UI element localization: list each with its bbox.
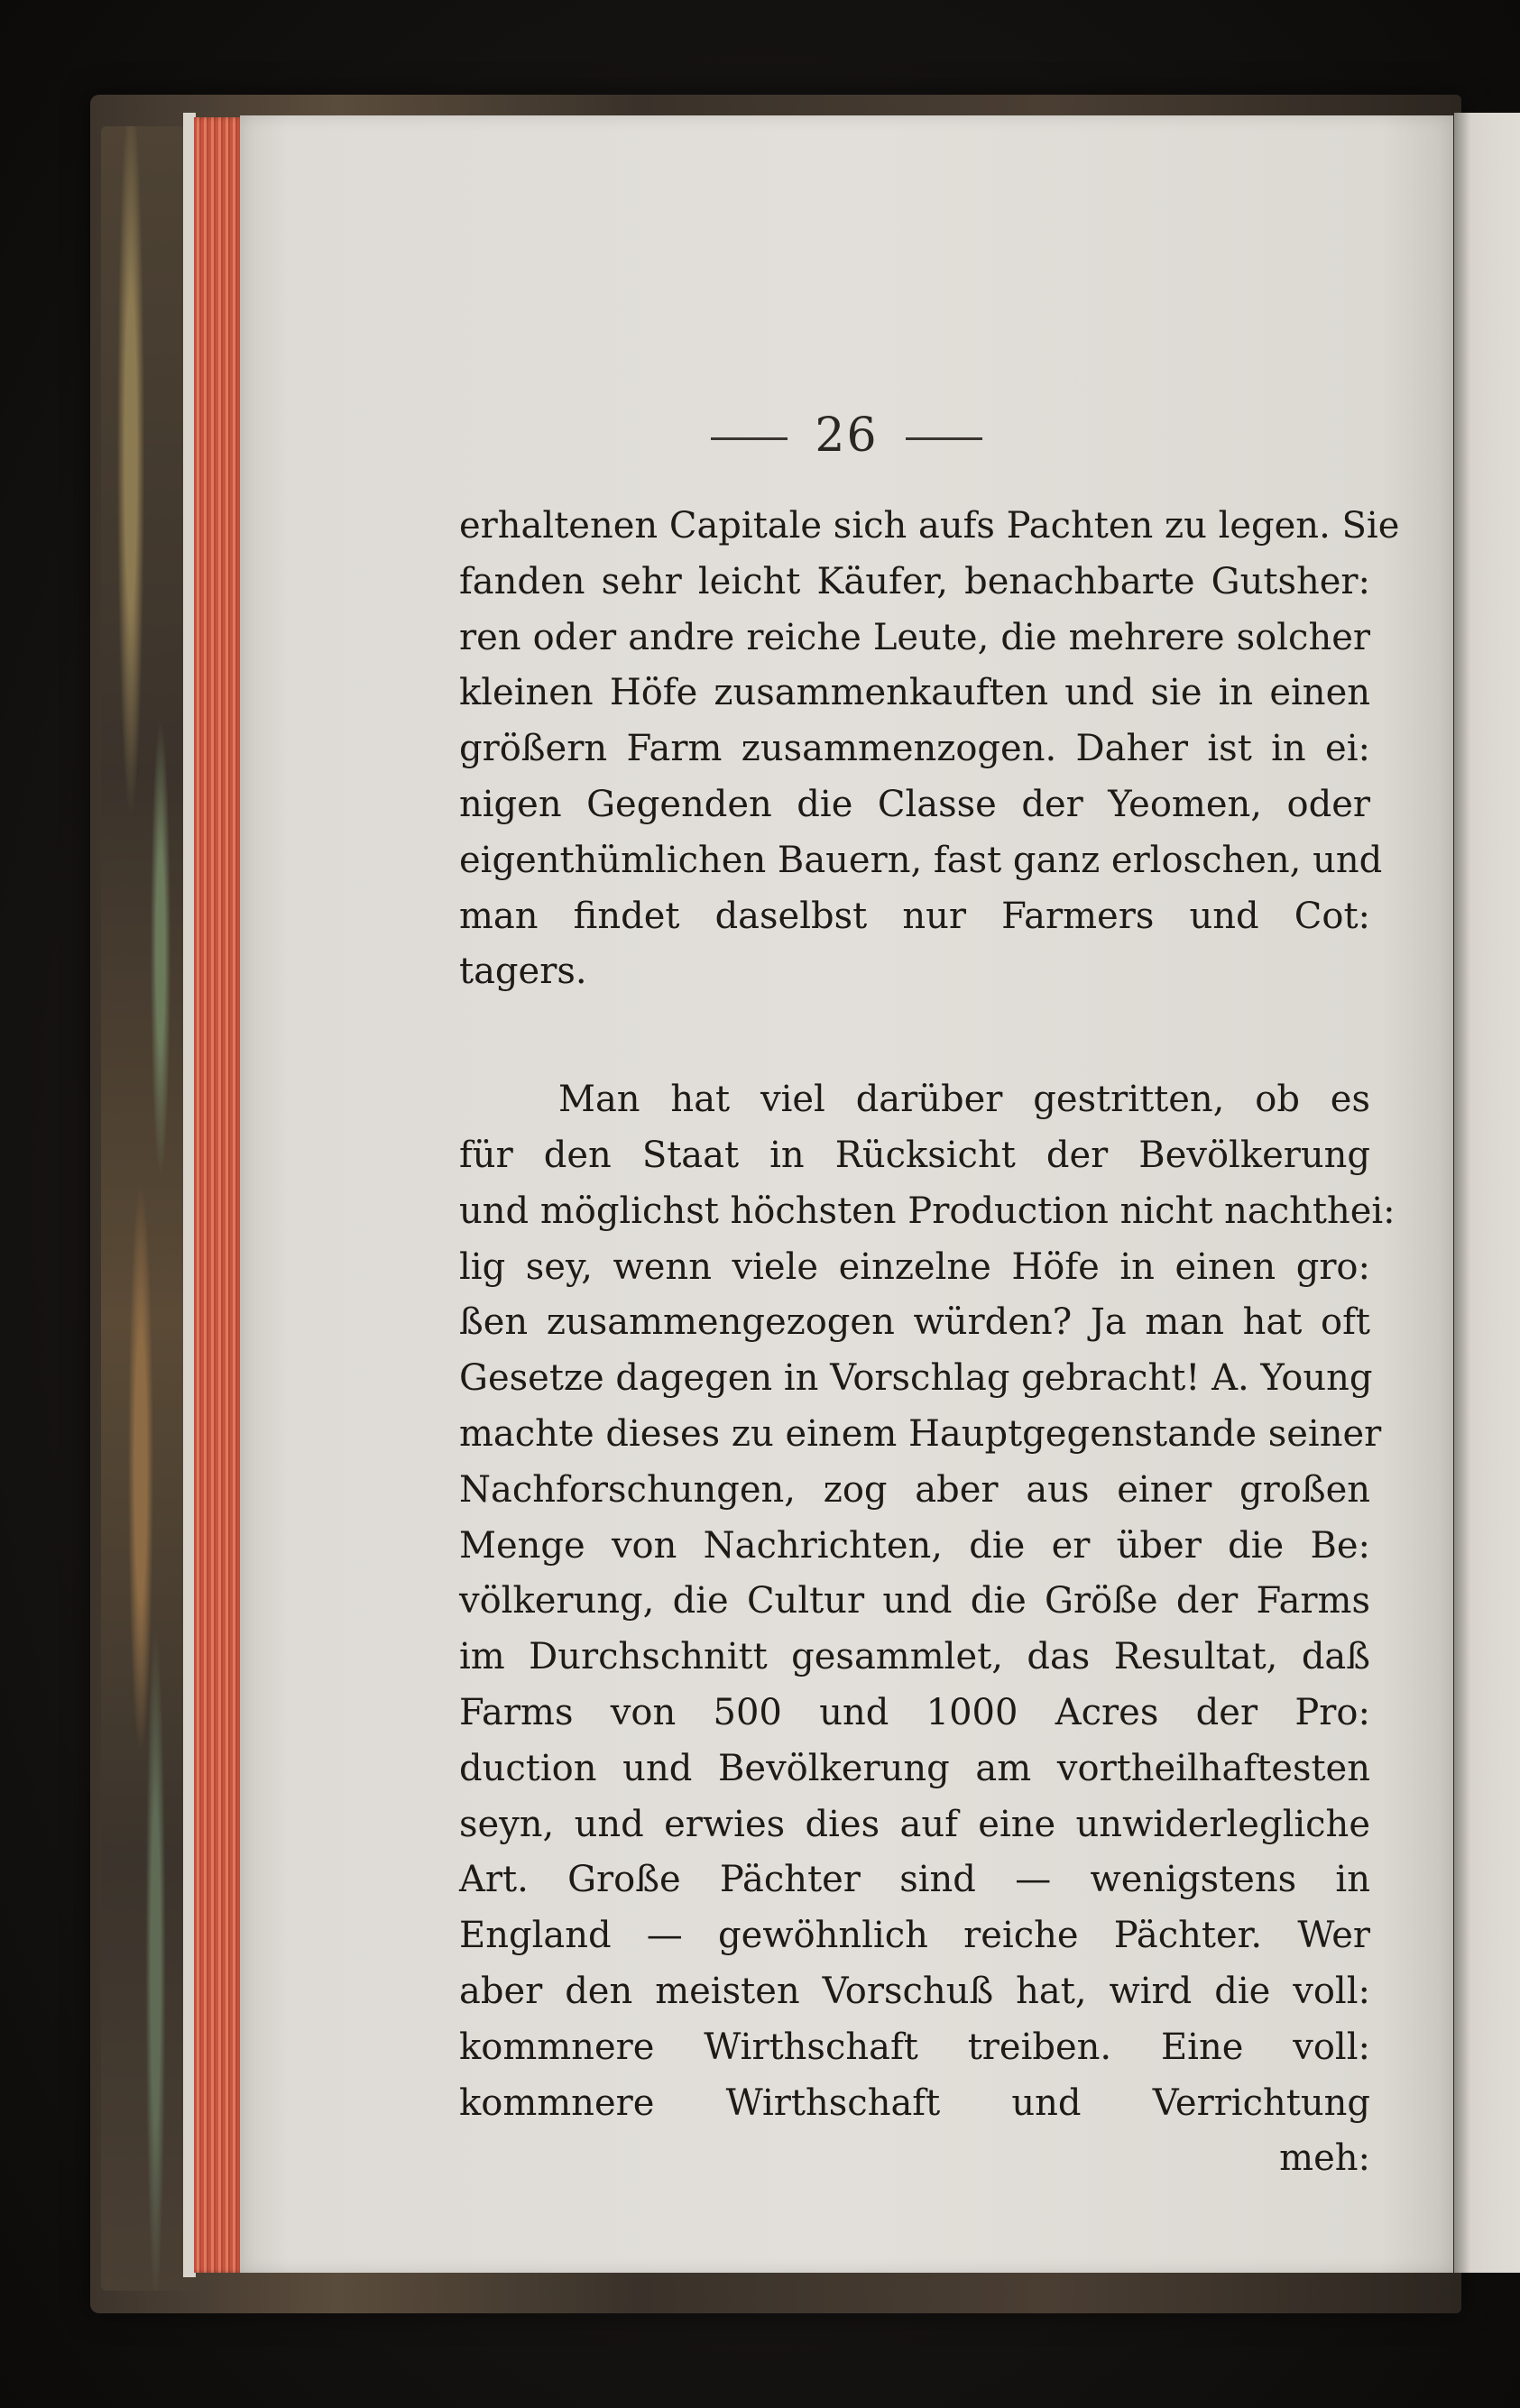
text-line: England — gewöhnlich reiche Pächter. Wer (459, 1915, 1370, 1957)
text-line: Art. Große Pächter sind — wenigstens in (459, 1859, 1370, 1901)
text-line: und möglichst höchsten Production nicht nachthei: (459, 1190, 1396, 1232)
text-line: für den Staat in Rücksicht der Bevölkerung (459, 1134, 1370, 1176)
text-line: kommnere Wirthschaft und Verrichtung (459, 2082, 1370, 2124)
text-line: ßen zusammengezogen würden? Ja man hat oft (459, 1301, 1370, 1344)
text-line: größern Farm zusammenzogen. Daher ist in ei: (459, 728, 1370, 770)
header-dash-left (711, 437, 788, 440)
red-page-edges (194, 117, 244, 2273)
text-line: man findet daselbst nur Farmers und Cot: (459, 895, 1370, 937)
text-line: erhaltenen Capitale sich aufs Pachten zu legen. Sie (459, 505, 1400, 547)
text-line: kleinen Höfe zusammenkauften und sie in einen (459, 672, 1370, 714)
text-line: machte dieses zu einem Hauptgegenstande seiner (459, 1412, 1382, 1455)
text-line: nigen Gegenden die Classe der Yeomen, oder (459, 783, 1370, 825)
text-line: völkerung, die Cultur und die Größe der Farms (459, 1580, 1370, 1622)
paragraph-2 (459, 1072, 1396, 2131)
text-line: kommnere Wirthschaft treiben. Eine voll: (459, 2026, 1370, 2068)
book-page (240, 115, 1453, 2273)
page-body (459, 499, 1400, 2187)
text-line: Menge von Nachrichten, die er über die Be: (459, 1524, 1370, 1567)
text-line: Man hat viel darüber gestritten, ob es (558, 1079, 1370, 1121)
text-line: fanden sehr leicht Käufer, benachbarte Gutsher: (459, 560, 1370, 602)
text-line: eigenthümlichen Bauern, fast ganz erloschen, und (459, 839, 1383, 881)
text-line: aber den meisten Vorschuß hat, wird die voll: (459, 1970, 1370, 2012)
page-header (240, 409, 1453, 463)
text-line: Gesetze dagegen in Vorschlag gebracht! A. Young (459, 1357, 1373, 1400)
text-line: Farms von 500 und 1000 Acres der Pro: (459, 1691, 1370, 1733)
facing-page-sliver (1454, 113, 1520, 2273)
paragraph-1 (459, 499, 1400, 1000)
header-dash-right (906, 437, 982, 440)
text-line: lig sey, wenn viele einzelne Höfe in einen gro: (459, 1245, 1370, 1288)
text-line: Nachforschungen, zog aber aus einer großen (459, 1468, 1370, 1511)
text-line: duction und Bevölkerung am vortheilhaftesten (459, 1747, 1370, 1789)
text-line: im Durchschnitt gesammlet, das Resultat, daß (459, 1636, 1370, 1678)
catchword: meh: (1279, 2137, 1370, 2180)
paragraph-gap (459, 1000, 1370, 1072)
text-line: ren oder andre reiche Leute, die mehrere solcher (459, 616, 1370, 658)
page-number: 26 (815, 409, 879, 463)
text-line: tagers. (459, 951, 587, 993)
text-line: seyn, und erwies dies auf eine unwiderlegliche (459, 1803, 1370, 1845)
